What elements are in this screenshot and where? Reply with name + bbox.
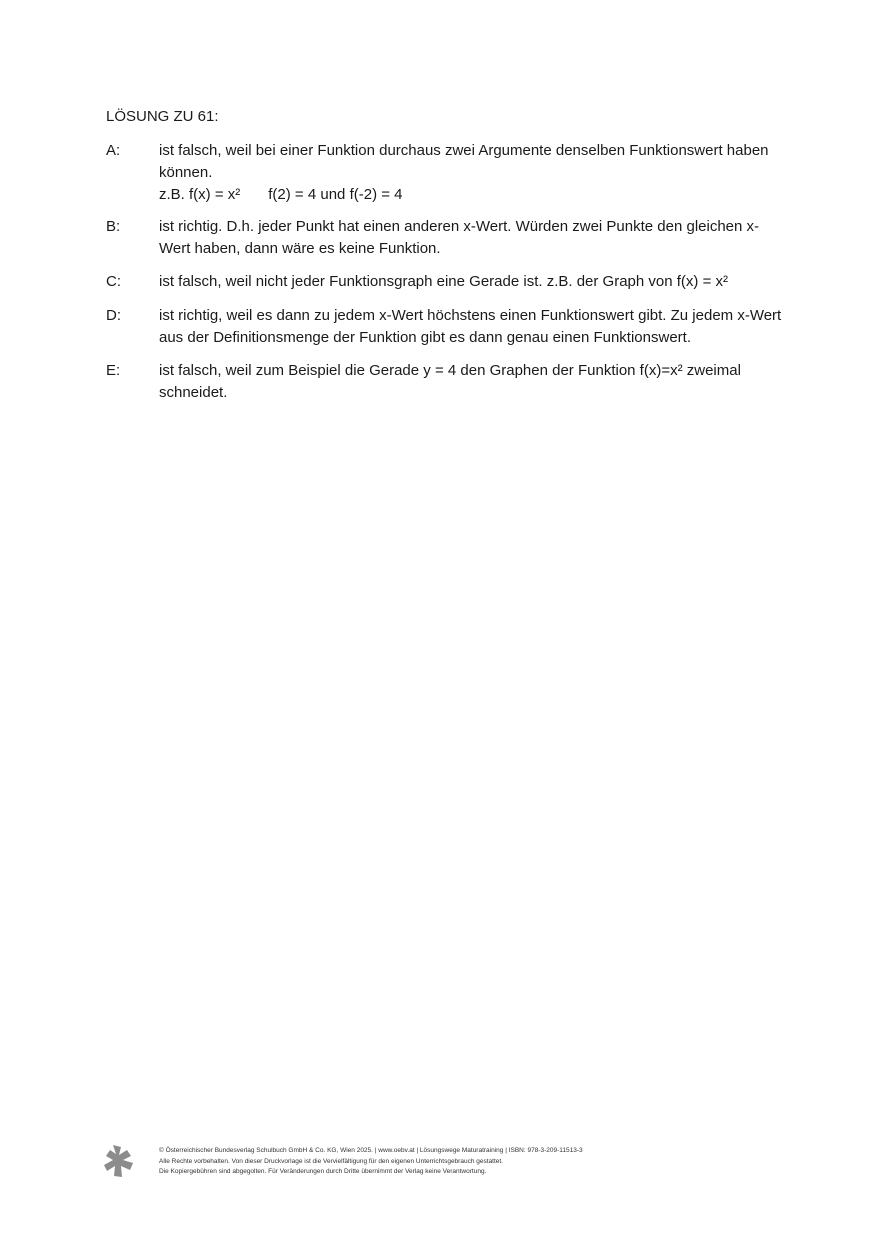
footer-rights: Alle Rechte vorbehalten. Von dieser Druckvorlage ist die Vervielfältigung für den eigenen Unterrichtsgebrauch gestattet.	[159, 1157, 503, 1165]
answer-e	[106, 360, 786, 404]
answer-a-example	[159, 184, 786, 206]
answer-d-text: ist richtig, weil es dann zu jedem x-Wert höchstens einen Funktionswert gibt. Zu jedem x-Wert aus der Definitionsmenge der Funktion gibt es dann genau einen Funktionswert.	[159, 307, 782, 346]
answer-c-text: ist falsch, weil nicht jeder Funktionsgraph eine Gerade ist. z.B. der Graph von f(x) = x²	[159, 273, 729, 290]
answer-b	[106, 216, 786, 260]
answer-d	[106, 305, 786, 349]
footer-copyright: © Österreichischer Bundesverlag Schulbuch GmbH & Co. KG, Wien 2025. | www.oebv.at | Lösungswege Maturatraining | ISBN: 978-3-209-11513-3	[159, 1147, 583, 1154]
answer-b-letter: B:	[106, 218, 121, 235]
answer-a-example-right: f(2) = 4 und f(-2) = 4	[268, 186, 403, 203]
answer-a-text: ist falsch, weil bei einer Funktion durchaus zwei Argumente denselben Funktionswert haben können.	[159, 142, 769, 181]
answer-c	[106, 271, 786, 293]
answer-b-text: ist richtig. D.h. jeder Punkt hat einen anderen x-Wert. Würden zwei Punkte den gleichen x-Wert haben, dann wäre es keine Funktion.	[159, 218, 760, 257]
answer-d-letter: D:	[106, 307, 121, 324]
footer	[104, 1144, 804, 1184]
footer-disclaimer: Die Kopiergebühren sind abgegolten. Für Veränderungen durch Dritte übernimmt der Verlag keine Verantwortung.	[159, 1168, 487, 1175]
answer-e-letter: E:	[106, 362, 121, 379]
answer-a-letter: A:	[106, 142, 121, 159]
footer-text	[159, 1146, 583, 1178]
answer-c-letter: C:	[106, 273, 121, 290]
answer-e-text: ist falsch, weil zum Beispiel die Gerade y = 4 den Graphen der Funktion f(x)=x² zweimal schneidet.	[159, 362, 741, 401]
answer-a-example-left: z.B. f(x) = x²	[159, 186, 241, 203]
publisher-logo-icon	[104, 1144, 136, 1178]
answer-a	[106, 140, 786, 206]
page-title: LÖSUNG ZU 61:	[106, 108, 219, 125]
